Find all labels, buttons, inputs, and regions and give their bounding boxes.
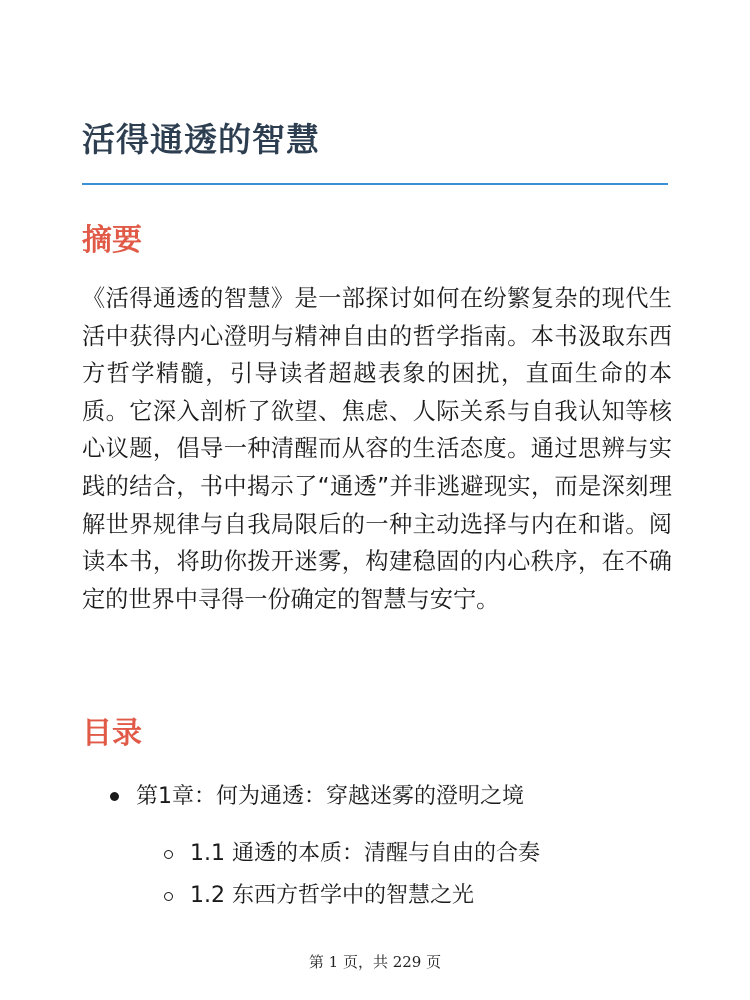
toc-subsection-item[interactable] (164, 875, 540, 917)
page-title: 活得通透的智慧 (82, 120, 320, 159)
toc-subsection-item[interactable] (164, 833, 540, 875)
bullet-circle-icon (164, 892, 173, 901)
abstract-paragraph: 《活得通透的智慧》是一部探讨如何在纷繁复杂的现代生活中获得内心澄明与精神自由的哲学指南。本书汲取东西方哲学精髓，引导读者超越表象的困扰，直面生命的本质。它深入剖析了欲望、焦虑、人际关系与自我认知等核心议题，倡导一种清醒而从容的生活态度。通过思辨与实践的结合，书中揭示了“通透”并非逃避现实，而是深刻理解世界规律与自我局限后的一种主动选择与内在和谐。阅读本书，将助你拨开迷雾，构建稳固的内心秩序，在不确定的世界中寻得一份确定的智慧与安宁。 (82, 285, 672, 613)
abstract-heading: 摘要 (82, 223, 142, 258)
toc-subsection-list (164, 833, 540, 917)
toc-heading: 目录 (82, 716, 142, 751)
toc-chapter-label[interactable]: 第1章：何为通透：穿越迷雾的澄明之境 (136, 784, 524, 809)
bullet-disc-icon (110, 792, 119, 801)
bullet-circle-icon (164, 850, 173, 859)
toc-chapter-item[interactable] (110, 775, 540, 917)
page-number-footer: 第 1 页，共 229 页 (308, 953, 442, 971)
title-divider (82, 183, 668, 185)
toc-subsection-label[interactable]: 1.2 东西方哲学中的智慧之光 (190, 883, 474, 908)
toc-subsection-label[interactable]: 1.1 通透的本质：清醒与自由的合奏 (190, 841, 540, 866)
toc-list (110, 775, 540, 917)
